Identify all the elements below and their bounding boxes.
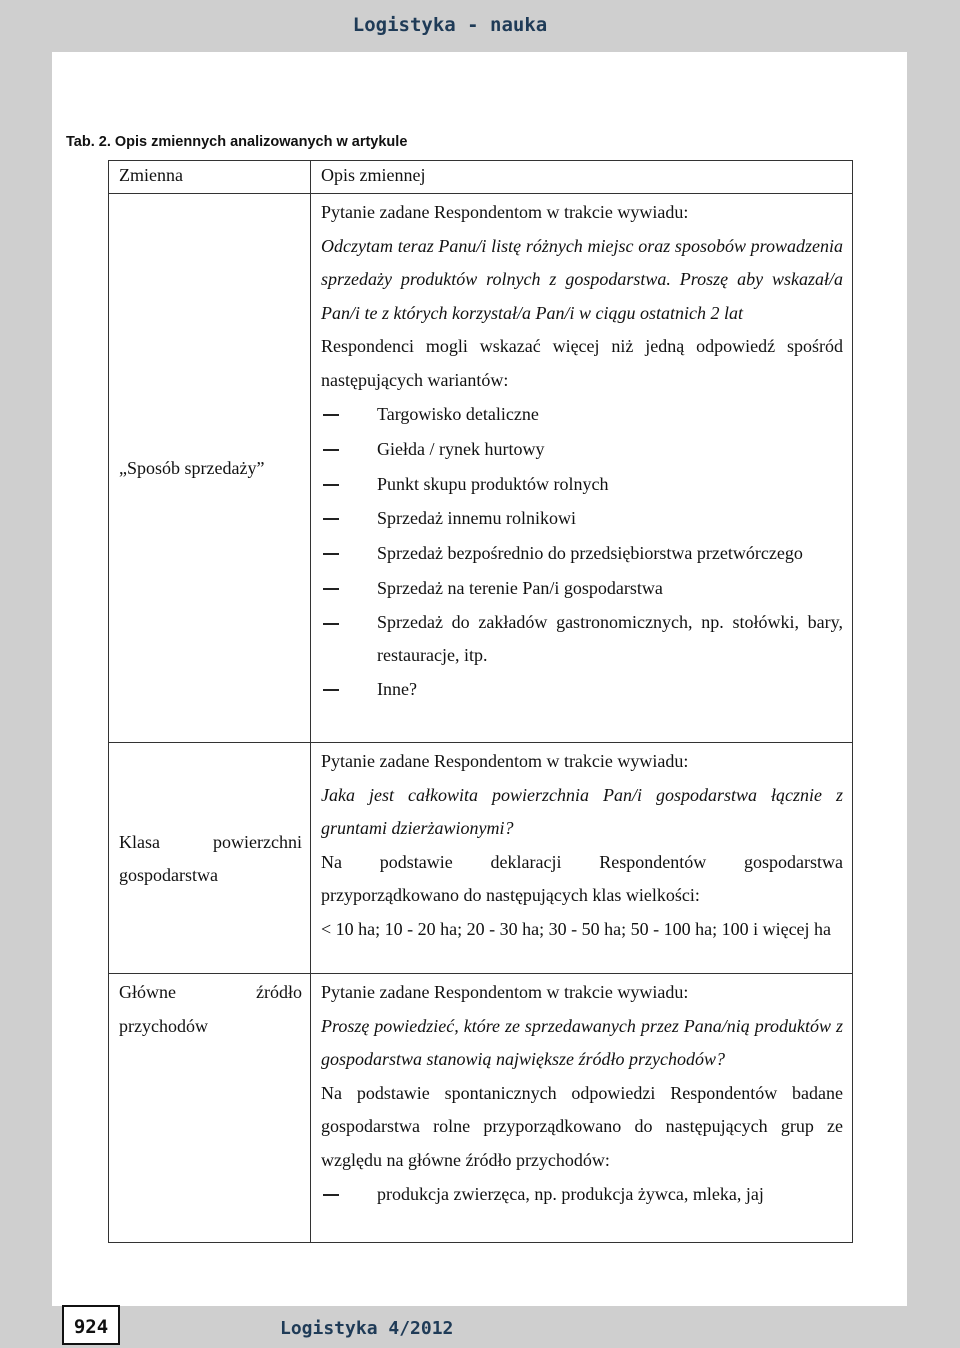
variable-cell <box>109 743 311 974</box>
description-cell <box>311 974 853 1243</box>
list-item: Sprzedaż do zakładów gastronomicznych, np. stołówki, bary, restauracje, itp. <box>321 606 843 672</box>
question-text: Odczytam teraz Panu/i listę różnych miejsc oraz sposobów prowadzenia sprzedaży produktów rolnych z gospodarstwa. Proszę aby wskazał/a Pan/i te z których korzystał/a Pan/i w ciągu ostatnich 2 lat <box>321 235 843 323</box>
variable-cell <box>109 974 311 1243</box>
description-note: Na podstawie spontanicznych odpowiedzi Respondentów badane gospodarstwa rolne przyporządkowano do następujących grup ze względu na główne źródło przychodów: <box>321 1082 843 1170</box>
left-margin-strip <box>0 0 52 1348</box>
page-number-box: 924 <box>62 1305 120 1345</box>
dash-bullet-icon <box>323 518 339 520</box>
answer-options-list <box>321 397 843 707</box>
header-cell-description: Opis zmiennej <box>311 161 853 194</box>
header-cell-variable: Zmienna <box>109 161 311 194</box>
question-text: Proszę powiedzieć, które ze sprzedawanych przez Pana/nią produktów z gospodarstwa stanowią największe źródło przychodów? <box>321 1015 843 1069</box>
dash-bullet-icon <box>323 449 339 451</box>
list-item: Sprzedaż bezpośrednio do przedsiębiorstwa przetwórczego <box>321 536 843 571</box>
list-item: Inne? <box>321 672 843 707</box>
description-cell <box>311 194 853 743</box>
footer-band <box>52 1306 907 1348</box>
description-note: Na podstawie deklaracji Respondentów gospodarstwa przyporządkowano do następujących klas wielkości: <box>321 851 843 905</box>
list-item: Sprzedaż innemu rolnikowi <box>321 501 843 536</box>
table-row <box>109 194 853 743</box>
question-label: Pytanie zadane Respondentom w trakcie wywiadu: <box>321 202 689 222</box>
question-text: Jaka jest całkowita powierzchnia Pan/i gospodarstwa łącznie z gruntami dzierżawionymi? <box>321 784 843 838</box>
journal-issue: Logistyka 4/2012 <box>280 1318 454 1339</box>
list-item: Giełda / rynek hurtowy <box>321 432 843 467</box>
dash-bullet-icon <box>323 1194 339 1196</box>
dash-bullet-icon <box>323 588 339 590</box>
size-classes: < 10 ha; 10 - 20 ha; 20 - 30 ha; 30 - 50 ha; 50 - 100 ha; 100 i więcej ha <box>321 918 832 939</box>
variable-name: Główne źródło przychodów <box>119 982 302 1036</box>
answer-options-list <box>321 1177 843 1212</box>
table-row <box>109 974 853 1243</box>
dash-bullet-icon <box>323 553 339 555</box>
question-label: Pytanie zadane Respondentom w trakcie wywiadu: <box>321 982 689 1002</box>
dash-bullet-icon <box>323 414 339 416</box>
table-header-row <box>109 161 853 194</box>
description-cell <box>311 743 853 974</box>
variable-name: „Sposób sprzedaży” <box>119 458 265 479</box>
variable-cell <box>109 194 311 743</box>
list-item: Targowisko detaliczne <box>321 397 843 432</box>
variable-name: Klasa powierzchni gospodarstwa <box>119 831 302 885</box>
dash-bullet-icon <box>323 623 339 625</box>
table-caption: Tab. 2. Opis zmiennych analizowanych w artykule <box>66 134 408 150</box>
dash-bullet-icon <box>323 689 339 691</box>
list-item: produkcja zwierzęca, np. produkcja żywca, mleka, jaj <box>321 1177 843 1212</box>
question-label: Pytanie zadane Respondentom w trakcie wywiadu: <box>321 751 689 771</box>
right-margin-strip <box>907 0 960 1348</box>
dash-bullet-icon <box>323 484 339 486</box>
list-item: Sprzedaż na terenie Pan/i gospodarstwa <box>321 571 843 606</box>
table-row <box>109 743 853 974</box>
list-item: Punkt skupu produktów rolnych <box>321 467 843 502</box>
description-note: Respondenci mogli wskazać więcej niż jedną odpowiedź spośród następujących wariantów: <box>321 336 843 390</box>
running-header-title: Logistyka - nauka <box>352 14 548 36</box>
variables-table <box>108 160 853 1243</box>
